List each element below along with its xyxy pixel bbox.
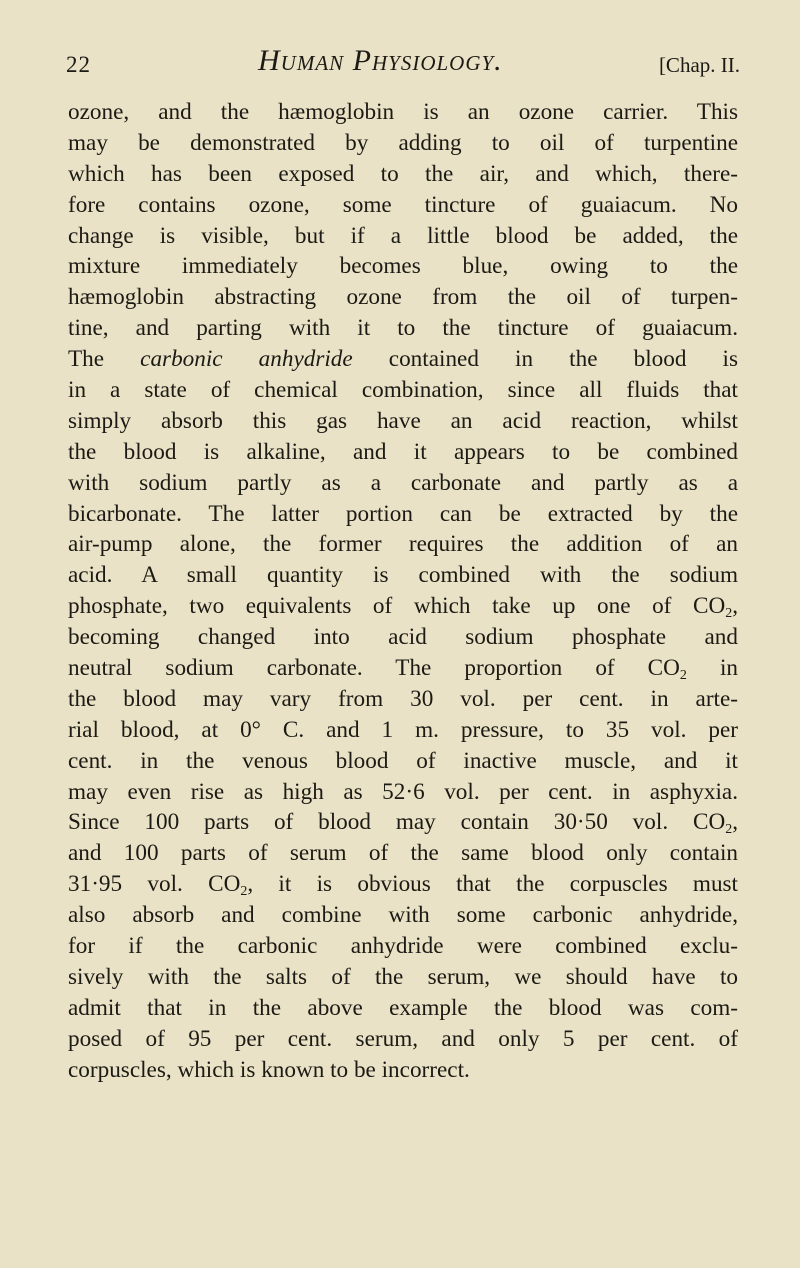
text-line bbox=[68, 807, 738, 838]
text-run: , bbox=[732, 593, 738, 620]
text-line: becoming changed into acid sodium phosphate and bbox=[68, 624, 738, 651]
text-line: change is visible, but if a little blood be added, the bbox=[68, 222, 738, 249]
text-line: ozone, and the hæmoglobin is an ozone carrier. This bbox=[68, 99, 738, 125]
text-line: the blood is alkaline, and it appears to be combined bbox=[68, 438, 738, 465]
italic-term: carbonic anhydride bbox=[140, 346, 353, 373]
text-line: the blood may vary from 30 vol. per cent. in arte- bbox=[68, 685, 738, 712]
text-line: cent. in the venous blood of inactive muscle, and it bbox=[68, 747, 738, 774]
text-line: which has been exposed to the air, and which, there- bbox=[68, 160, 738, 187]
text-line bbox=[68, 344, 738, 375]
text-line: sively with the salts of the serum, we should have to bbox=[68, 963, 738, 990]
text-line: corpuscles, which is known to be incorrect. bbox=[68, 1056, 470, 1083]
text-line: bicarbonate. The latter portion can be extracted by the bbox=[68, 500, 738, 527]
text-line bbox=[68, 653, 738, 684]
text-line: posed of 95 per cent. serum, and only 5 per cent. of bbox=[68, 1025, 738, 1052]
text-run: The bbox=[68, 346, 141, 373]
subscript: 2 bbox=[725, 606, 733, 622]
text-line: acid. A small quantity is combined with the sodium bbox=[68, 562, 738, 589]
text-run: contained in the blood is bbox=[352, 346, 738, 373]
page-number: 22 bbox=[66, 52, 91, 77]
text-run: Since 100 parts of blood may contain 30·50 vol. CO bbox=[68, 809, 726, 836]
text-line: fore contains ozone, some tincture of guaiacum. No bbox=[68, 191, 738, 218]
text-run: phosphate, two equivalents of which take up one of CO bbox=[68, 593, 726, 620]
subscript: 2 bbox=[240, 884, 248, 900]
text-line: admit that in the above example the blood was com- bbox=[68, 994, 738, 1021]
text-line: air-pump alone, the former requires the addition of an bbox=[68, 531, 738, 558]
text-run: , bbox=[732, 809, 738, 836]
running-title: Human Physiology. bbox=[258, 44, 503, 77]
body-paragraph bbox=[68, 97, 738, 1086]
running-head bbox=[66, 44, 740, 84]
text-line: and 100 parts of serum of the same blood only contain bbox=[68, 840, 738, 867]
text-run: , it is obvious that the corpuscles must bbox=[247, 871, 739, 898]
subscript: 2 bbox=[679, 668, 687, 684]
text-line: may be demonstrated by adding to oil of turpentine bbox=[68, 129, 738, 156]
text-line: tine, and parting with it to the tincture of guaiacum. bbox=[68, 315, 738, 342]
text-run: 31·95 vol. CO bbox=[68, 871, 241, 898]
chapter-label: [Chap. II. bbox=[658, 53, 740, 77]
subscript: 2 bbox=[725, 822, 733, 838]
text-line: simply absorb this gas have an acid reaction, whilst bbox=[68, 407, 738, 434]
text-line: rial blood, at 0° C. and 1 m. pressure, to 35 vol. per bbox=[68, 716, 738, 743]
text-line: in a state of chemical combination, since all fluids that bbox=[68, 377, 738, 404]
text-line bbox=[68, 869, 738, 900]
text-line: for if the carbonic anhydride were combined exclu- bbox=[68, 933, 738, 960]
text-line bbox=[68, 591, 738, 622]
text-line: with sodium partly as a carbonate and partly as a bbox=[68, 469, 738, 496]
text-line: may even rise as high as 52·6 vol. per cent. in asphyxia. bbox=[68, 778, 738, 805]
text-run: in bbox=[686, 655, 738, 682]
text-line: hæmoglobin abstracting ozone from the oil of turpen- bbox=[68, 284, 738, 311]
text-run: neutral sodium carbonate. The proportion of CO bbox=[68, 655, 680, 682]
text-line: also absorb and combine with some carbonic anhydride, bbox=[68, 902, 738, 929]
text-line: mixture immediately becomes blue, owing to the bbox=[68, 253, 738, 280]
